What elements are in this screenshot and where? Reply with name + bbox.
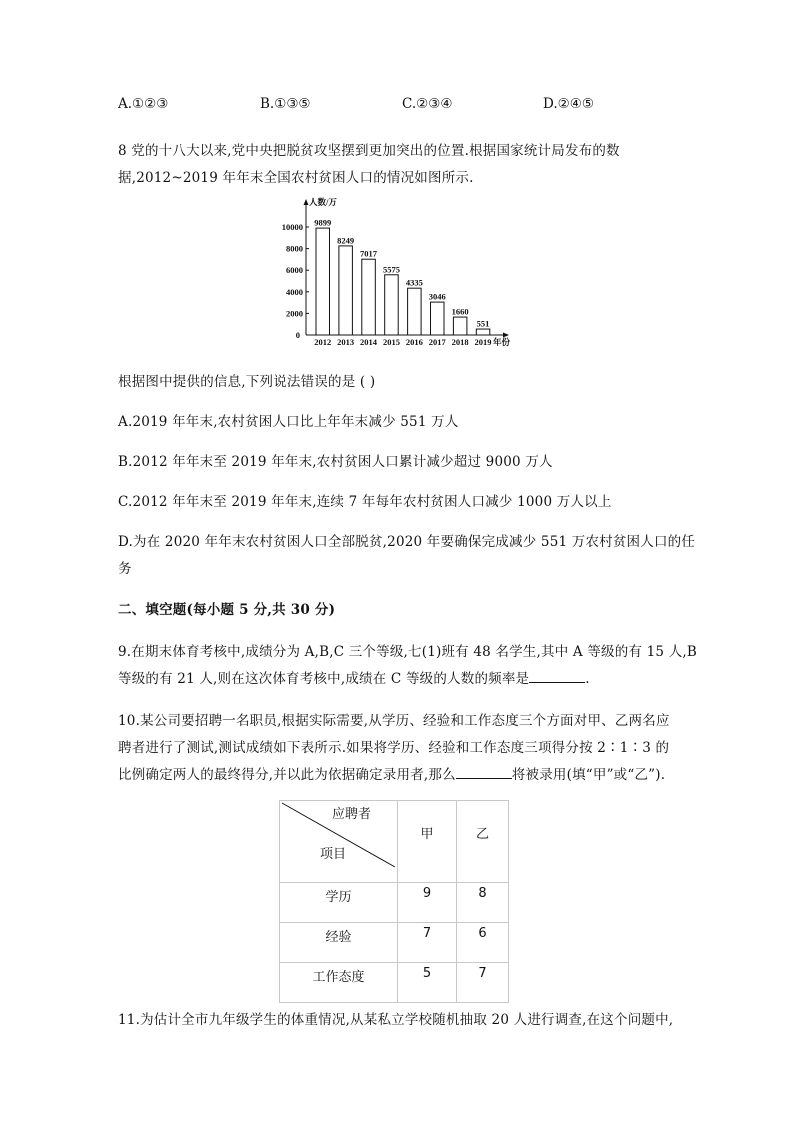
y-tick-label: 2000 [286, 308, 303, 319]
table-row [280, 883, 509, 923]
corner-header-applicant: 应聘者 [332, 807, 372, 822]
q9-answer-blank[interactable] [529, 670, 585, 683]
data-label-2016: 4335 [405, 277, 423, 288]
chart-axes [304, 199, 510, 338]
q9-line2 [118, 667, 590, 687]
bar-2014 [362, 259, 376, 335]
q8-option-a: A.2019 年年末,农村贫困人口比上年年末减少 551 万人 [118, 414, 459, 430]
q7-option-c: C.②③④ [402, 96, 453, 112]
poverty-bar-chart [260, 190, 530, 355]
data-label-2012: 9899 [314, 217, 332, 228]
q10-answer-blank[interactable] [456, 766, 512, 779]
data-label-2018: 1660 [451, 306, 469, 317]
x-tick-label-2015: 2015 [382, 337, 400, 347]
x-tick-label-2014: 2014 [360, 337, 378, 347]
q10-line3-end: 将被录用(填“甲”或“乙”). [511, 767, 666, 783]
bar-2019 [476, 329, 490, 335]
x-tick-label-2012: 2012 [314, 337, 332, 347]
q7-option-a: A.①②③ [118, 96, 169, 112]
q10-line3 [118, 763, 665, 783]
q11-line1: 11.为估计全市九年级学生的体重情况,从某私立学校随机抽取 20 人进行调查,在这个问题中, [118, 1012, 674, 1028]
cell-value: 6 [457, 923, 509, 963]
q7-option-d: D.②④⑤ [543, 96, 594, 112]
data-label-2013: 8249 [337, 235, 355, 246]
table-header-row [280, 801, 509, 883]
column-header-yi: 乙 [457, 801, 509, 883]
q10-line2: 聘者进行了测试,测试成绩如下表所示.如果将学历、经验和工作态度三项得分按 2∶1∶3 的 [118, 740, 670, 756]
q9-line2-text: 等级的有 21 人,则在这次体育考核中,成绩在 C 等级的人数的频率是 [118, 671, 530, 687]
cell-value: 7 [398, 923, 457, 963]
table-row [280, 923, 509, 963]
bar-2015 [385, 275, 399, 335]
row-label: 学历 [280, 883, 398, 923]
q8-option-b: B.2012 年年末至 2019 年年末,农村贫困人口累计减少超过 9000 万人 [118, 454, 553, 470]
x-tick-label-2019: 2019 [474, 337, 492, 347]
y-tick-label: 0 [295, 330, 300, 340]
q8-stem-line2: 据,2012~2019 年年末全国农村贫困人口的情况如图所示. [118, 170, 474, 186]
x-tick-label-2016: 2016 [405, 337, 423, 347]
q8-option-c: C.2012 年年末至 2019 年年末,连续 7 年每年农村贫困人口减少 1000 万人以上 [118, 494, 612, 510]
q8-option-d-cont: 务 [118, 561, 132, 577]
q9-line2-end: . [585, 671, 590, 687]
bar-2012 [316, 228, 330, 335]
q7-option-b: B.①③⑤ [260, 96, 311, 112]
data-label-2014: 7017 [360, 248, 378, 259]
cell-value: 7 [457, 963, 509, 1003]
q10-line3-text: 比例确定两人的最终得分,并以此为依据确定录用者,那么 [118, 767, 456, 783]
x-tick-label-2013: 2013 [337, 337, 355, 347]
row-label: 工作态度 [280, 963, 398, 1003]
y-tick-label: 6000 [286, 265, 303, 276]
y-tick-label: 10000 [281, 222, 303, 232]
row-label: 经验 [280, 923, 398, 963]
table-row [280, 963, 509, 1003]
bar-2016 [408, 288, 422, 335]
y-axis-arrow-icon [304, 199, 309, 205]
data-label-2015: 5575 [382, 264, 400, 275]
q8-question: 根据图中提供的信息,下列说法错误的是 ( ) [118, 374, 376, 390]
bar-2013 [339, 246, 353, 335]
cell-value: 9 [398, 883, 457, 923]
y-tick-label: 8000 [286, 243, 303, 254]
corner-header-item: 项目 [320, 847, 347, 862]
q8-option-d: D.为在 2020 年年末农村贫困人口全部脱贫,2020 年要确保完成减少 551 万农村贫困人口的任 [118, 534, 696, 550]
bar-2017 [431, 302, 445, 335]
q9-line1: 9.在期末体育考核中,成绩分为 A,B,C 三个等级,七(1)班有 48 名学生,其中 A 等级的有 15 人,B [118, 644, 698, 660]
y-axis-label: 人数/万 [309, 197, 337, 207]
score-table [279, 800, 509, 1003]
cell-value: 5 [398, 963, 457, 1003]
q8-stem-line1: 8 党的十八大以来,党中央把脱贫攻坚摆到更加突出的位置.根据国家统计局发布的数 [118, 143, 620, 159]
cell-value: 8 [457, 883, 509, 923]
x-axis-label: 年份 [493, 337, 511, 347]
column-header-jia: 甲 [398, 801, 457, 883]
x-tick-label-2017: 2017 [428, 337, 446, 347]
x-tick-label-2018: 2018 [451, 337, 469, 347]
table-corner-cell [280, 801, 398, 883]
data-label-2019: 551 [476, 318, 490, 329]
section-title: 二、填空题(每小题 5 分,共 30 分) [118, 602, 336, 618]
bar-2018 [453, 317, 467, 335]
q10-line1: 10.某公司要招聘一名职员,根据实际需要,从学历、经验和工作态度三个方面对甲、乙两名应 [118, 713, 670, 729]
y-tick-label: 4000 [286, 286, 303, 297]
data-label-2017: 3046 [428, 291, 446, 302]
